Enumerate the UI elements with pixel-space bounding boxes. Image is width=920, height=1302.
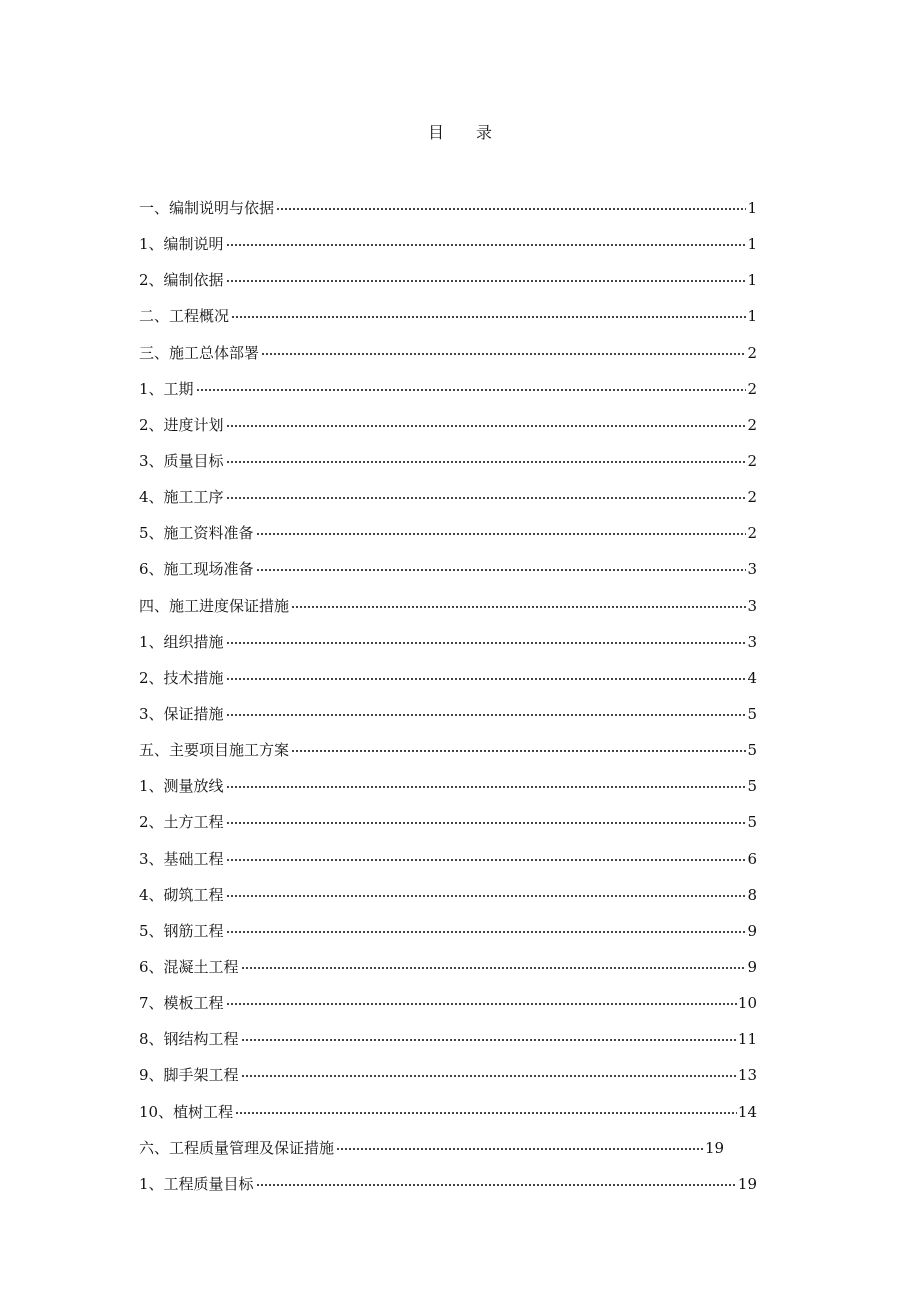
toc-entry[interactable] <box>139 949 757 985</box>
toc-entry-page: 2 <box>747 343 757 362</box>
dot-leader <box>231 316 746 318</box>
dot-leader <box>235 1112 737 1114</box>
toc-entry-label: 1、测量放线 <box>139 777 224 796</box>
toc-entry-label: 9、脚手架工程 <box>139 1066 239 1085</box>
toc-entry-page: 9 <box>747 958 757 977</box>
toc-entry-page: 5 <box>747 705 757 724</box>
dot-leader <box>241 967 747 969</box>
toc-entry-label: 1、工期 <box>139 379 194 398</box>
toc-entry-label: 1、编制说明 <box>139 235 224 254</box>
toc-entry-page: 1 <box>747 271 757 290</box>
toc-entry[interactable] <box>139 515 757 551</box>
toc-entry[interactable] <box>139 190 757 226</box>
dot-leader <box>291 750 746 752</box>
toc-entry-label: 二、工程概况 <box>139 307 230 326</box>
toc-title-part-2: 录 <box>476 123 493 142</box>
toc-entry-page: 9 <box>747 921 757 940</box>
toc-entry-label: 6、混凝土工程 <box>139 958 239 977</box>
toc-entry-page: 4 <box>747 668 757 687</box>
toc-entry-label: 六、工程质量管理及保证措施 <box>139 1138 335 1157</box>
toc-entry-label: 一、编制说明与依据 <box>139 199 275 218</box>
toc-entry[interactable] <box>139 804 757 840</box>
toc-entry[interactable] <box>139 624 757 660</box>
toc-entry-page: 2 <box>747 379 757 398</box>
toc-entry[interactable] <box>139 768 757 804</box>
dot-leader <box>226 497 747 499</box>
toc-entry-page: 5 <box>747 777 757 796</box>
dot-leader <box>226 859 747 861</box>
toc-entry-page: 10 <box>737 994 757 1013</box>
dot-leader <box>226 786 747 788</box>
dot-leader <box>226 678 747 680</box>
toc-entry-page: 5 <box>747 741 757 760</box>
toc-entry[interactable] <box>139 877 757 913</box>
toc-entry[interactable] <box>139 407 757 443</box>
toc-title <box>0 120 920 143</box>
toc-entry-label: 6、施工现场准备 <box>139 560 254 579</box>
toc-entry-label: 三、施工总体部署 <box>139 343 260 362</box>
toc-entry-page: 2 <box>747 524 757 543</box>
dot-leader <box>226 714 747 716</box>
dot-leader <box>241 1075 737 1077</box>
toc-entry[interactable] <box>139 841 757 877</box>
toc-entry-label: 10、植树工程 <box>139 1102 234 1121</box>
dot-leader <box>226 642 747 644</box>
toc-entry-page: 2 <box>747 415 757 434</box>
toc-entry-page: 8 <box>747 885 757 904</box>
toc-entry[interactable] <box>139 1021 757 1057</box>
toc-entry-page: 3 <box>747 560 757 579</box>
toc-entry-page: 14 <box>737 1102 757 1121</box>
toc-entry-label: 2、技术措施 <box>139 668 224 687</box>
toc-entry[interactable] <box>139 443 757 479</box>
dot-leader <box>226 895 747 897</box>
toc-entry-label: 五、主要项目施工方案 <box>139 741 290 760</box>
toc-entry-page: 3 <box>747 596 757 615</box>
toc-entry-page: 5 <box>747 813 757 832</box>
dot-leader <box>256 533 747 535</box>
toc-entry-label: 四、施工进度保证措施 <box>139 596 290 615</box>
toc-entry-page: 2 <box>747 452 757 471</box>
dot-leader <box>241 1039 737 1041</box>
toc-entry-label: 5、施工资料准备 <box>139 524 254 543</box>
toc-entry-label: 3、基础工程 <box>139 849 224 868</box>
toc-entry[interactable] <box>139 479 757 515</box>
table-of-contents <box>139 190 757 1202</box>
toc-entry-page: 2 <box>747 488 757 507</box>
toc-entry-label: 5、钢筋工程 <box>139 921 224 940</box>
toc-entry-label: 8、钢结构工程 <box>139 1030 239 1049</box>
toc-entry-label: 2、进度计划 <box>139 415 224 434</box>
dot-leader <box>256 569 747 571</box>
toc-entry[interactable] <box>139 913 757 949</box>
toc-entry[interactable] <box>139 226 757 262</box>
toc-entry[interactable] <box>139 1130 757 1166</box>
toc-entry[interactable] <box>139 985 757 1021</box>
dot-leader <box>291 606 746 608</box>
toc-entry-page: 1 <box>747 235 757 254</box>
dot-leader <box>256 1184 737 1186</box>
toc-entry-label: 4、砌筑工程 <box>139 885 224 904</box>
dot-leader <box>226 1003 737 1005</box>
toc-entry[interactable] <box>139 660 757 696</box>
dot-leader <box>226 244 747 246</box>
toc-entry[interactable] <box>139 696 757 732</box>
toc-entry[interactable] <box>139 1057 757 1093</box>
toc-entry-label: 1、工程质量目标 <box>139 1174 254 1193</box>
toc-entry-label: 2、土方工程 <box>139 813 224 832</box>
toc-entry[interactable] <box>139 298 757 334</box>
dot-leader <box>261 353 746 355</box>
toc-entry-page: 6 <box>747 849 757 868</box>
toc-entry-label: 2、编制依据 <box>139 271 224 290</box>
toc-entry-label: 3、质量目标 <box>139 452 224 471</box>
toc-entry-label: 1、组织措施 <box>139 632 224 651</box>
toc-entry[interactable] <box>139 732 757 768</box>
toc-entry[interactable] <box>139 1094 757 1130</box>
dot-leader <box>196 389 747 391</box>
toc-entry[interactable] <box>139 1166 757 1202</box>
toc-entry-page: 19 <box>737 1174 757 1193</box>
dot-leader <box>226 822 747 824</box>
toc-entry[interactable] <box>139 335 757 371</box>
toc-entry-page: 3 <box>747 632 757 651</box>
toc-entry-page: 13 <box>737 1066 757 1085</box>
toc-entry-page: 11 <box>737 1030 757 1049</box>
toc-entry[interactable] <box>139 588 757 624</box>
toc-entry-label: 7、模板工程 <box>139 994 224 1013</box>
toc-entry-page: 19 <box>705 1138 725 1157</box>
dot-leader <box>226 425 747 427</box>
toc-entry-label: 4、施工工序 <box>139 488 224 507</box>
toc-entry[interactable] <box>139 551 757 587</box>
dot-leader <box>226 461 747 463</box>
toc-entry-page: 1 <box>747 199 757 218</box>
toc-entry-label: 3、保证措施 <box>139 705 224 724</box>
toc-title-part-1: 目 <box>427 123 444 142</box>
toc-entry-page: 1 <box>747 307 757 326</box>
dot-leader <box>226 280 747 282</box>
dot-leader <box>226 931 747 933</box>
toc-entry[interactable] <box>139 371 757 407</box>
toc-entry[interactable] <box>139 262 757 298</box>
dot-leader <box>336 1148 704 1150</box>
dot-leader <box>276 208 746 210</box>
